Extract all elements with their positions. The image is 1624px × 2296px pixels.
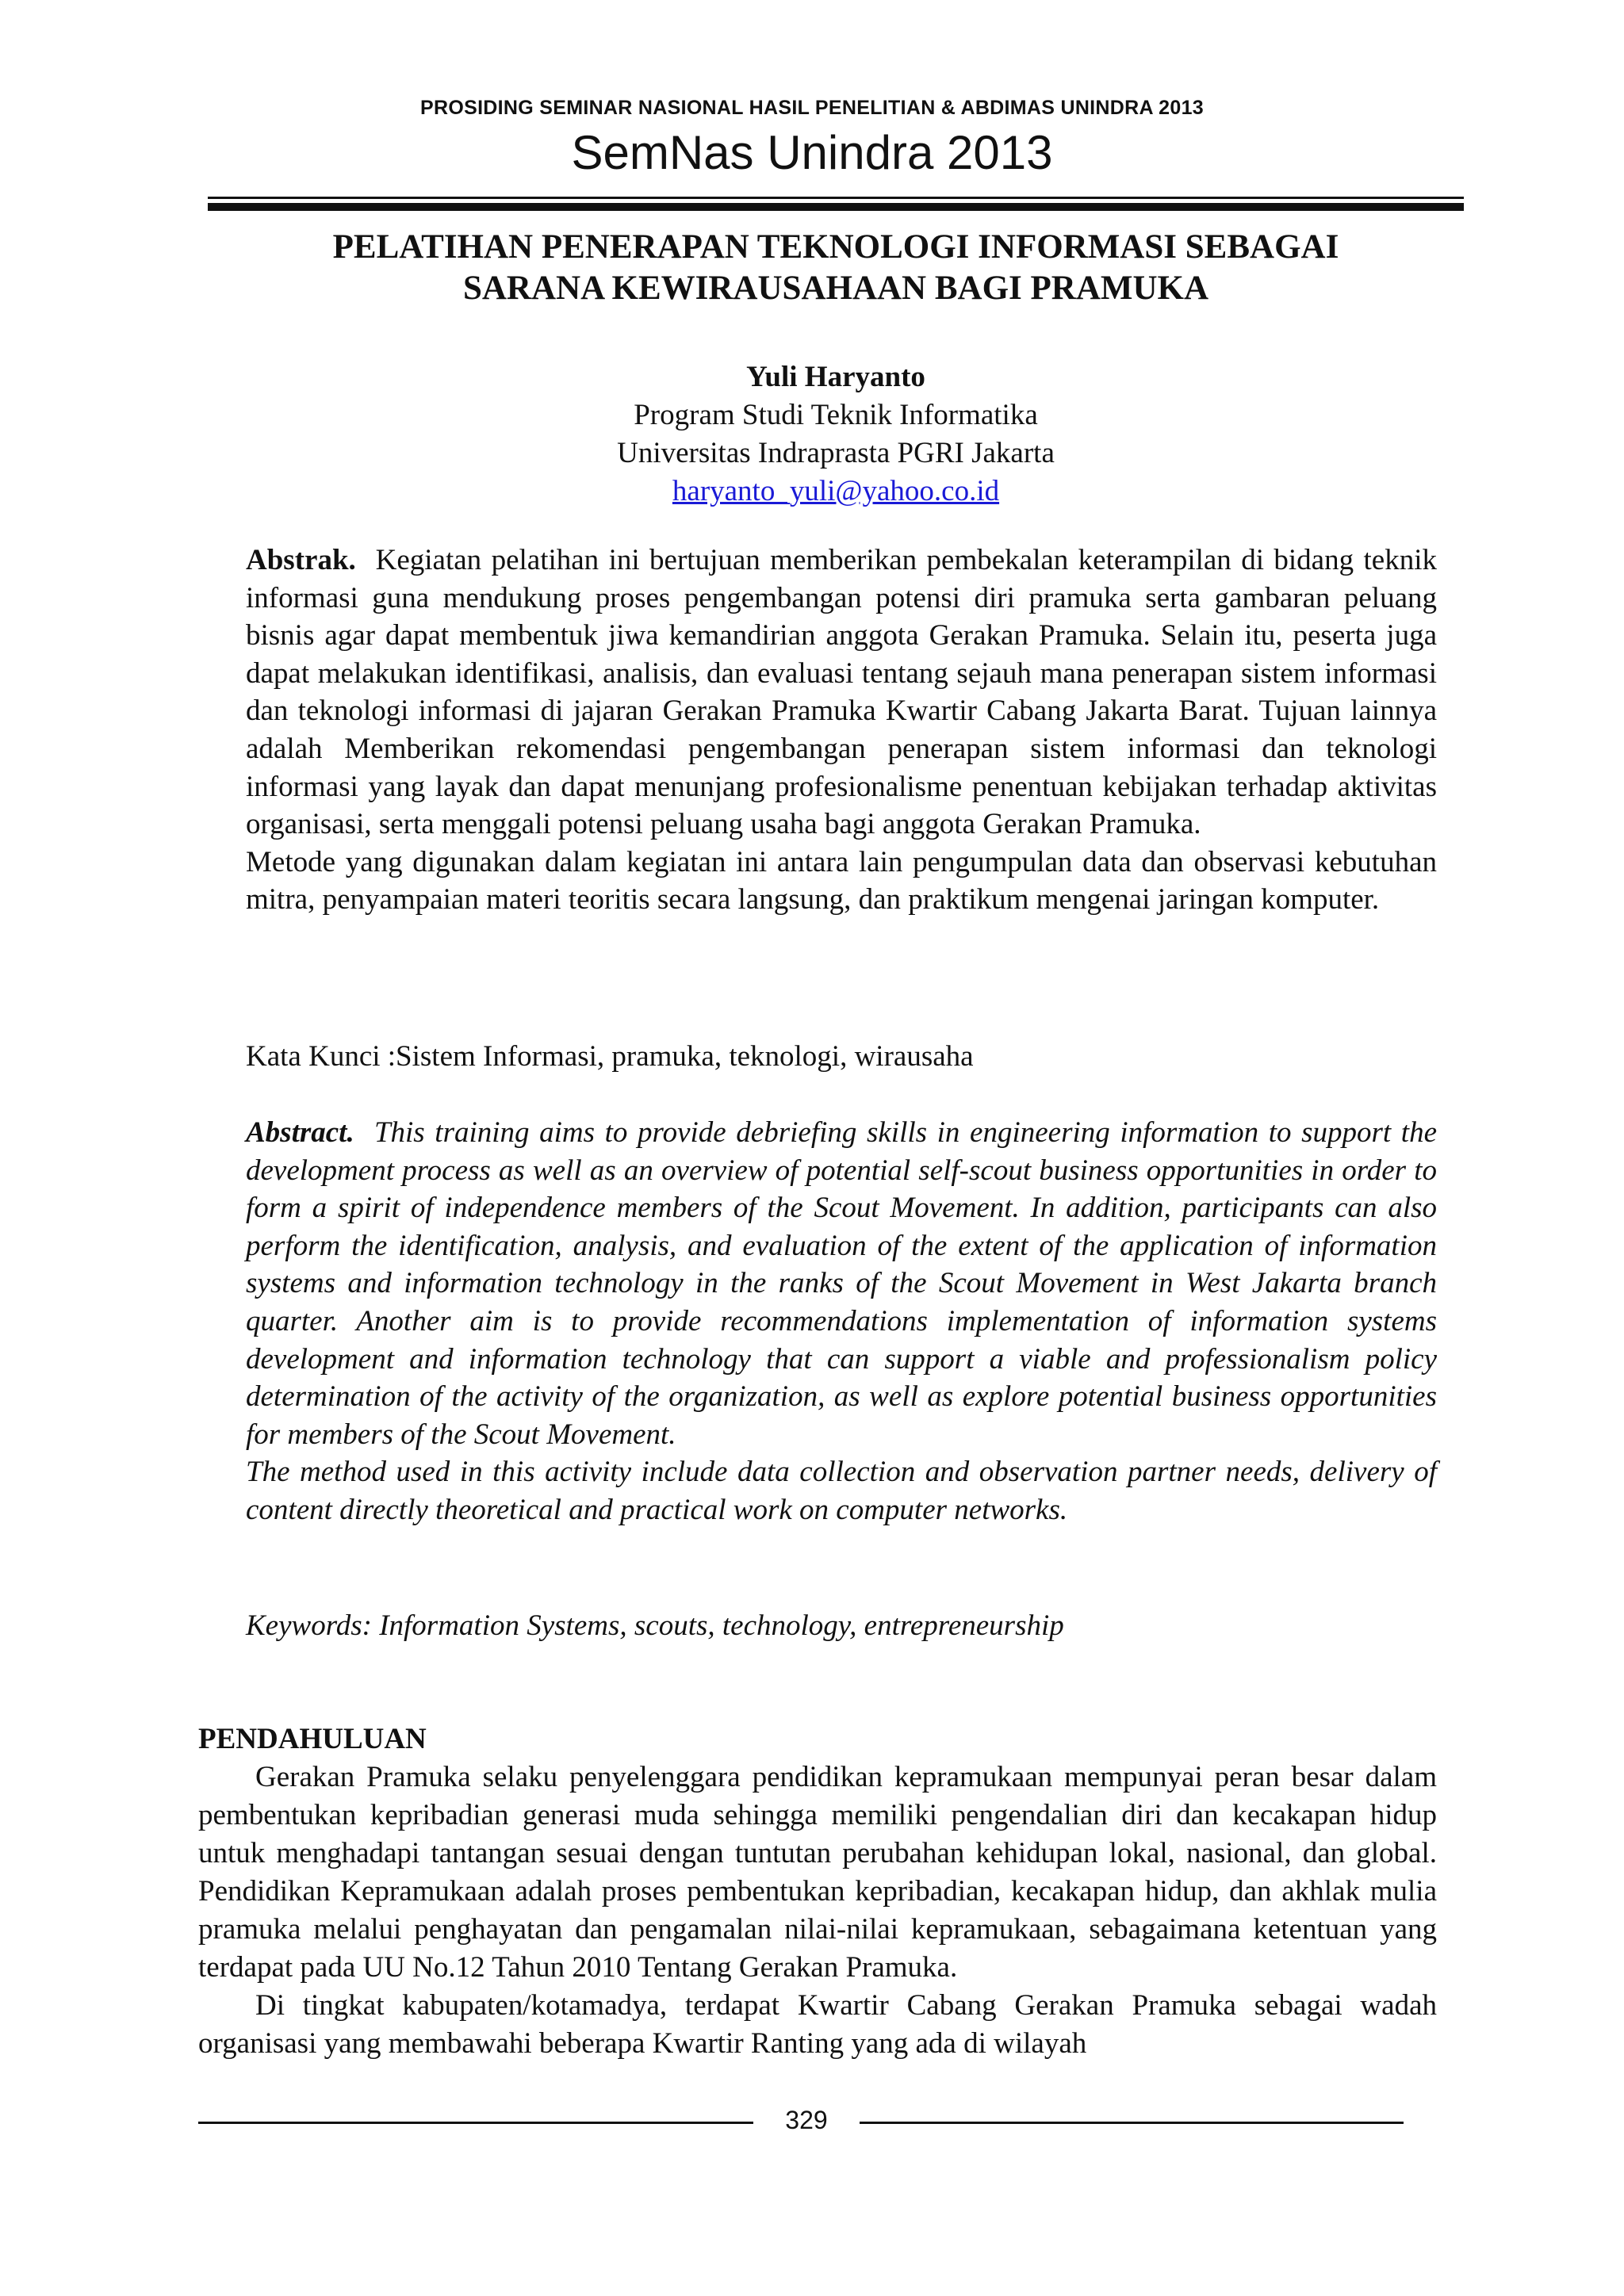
paper-title-line-1: PELATIHAN PENERAPAN TEKNOLOGI INFORMASI SEBAGAI bbox=[332, 228, 1339, 266]
keywords: Keywords: Information Systems, scouts, technology, entrepreneurship bbox=[246, 1609, 1064, 1642]
paper-title bbox=[208, 227, 1464, 309]
abstract-section bbox=[246, 1114, 1437, 1529]
author-name: Yuli Haryanto bbox=[746, 361, 925, 393]
abstract-text-1: This training aims to provide debriefing skills in engineering information to support the development process as well as an overview of potential self-scout business opportunities in order to form a spirit of independence members of the Scout Movement. In addition, participants can also perform the identification, analysis, and evaluation of the extent of the application of information systems and information technology in the ranks of the Scout Movement in West Jakarta branch quarter. Another aim is to provide recommendations implementation of information systems development and information technology that can support a viable and professionalism policy determination of the activity of the organization, as well as explore potential business opportunities for members of the Scout Movement. bbox=[246, 1116, 1437, 1451]
pendahuluan-paragraph-1: Gerakan Pramuka selaku penyelenggara pendidikan kepramukaan mempunyai peran besar dalam pembentukan kepribadian generasi muda sehingga memiliki pengendalian diri dan kecakapan hidup untuk menghadapi tantangan sesuai dengan tuntutan perubahan kehidupan lokal, nasional, dan global. Pendidikan Kepramukaan adalah proses pembentukan kepribadian, kecakapan hidup, dan akhlak mulia pramuka melalui penghayatan dan pengamalan nilai-nilai kepramukaan, sebagaimana ketentuan yang terdapat pada UU No.12 Tahun 2010 Tentang Gerakan Pramuka. bbox=[198, 1761, 1437, 1984]
proceedings-header: PROSIDING SEMINAR NASIONAL HASIL PENELITIAN & ABDIMAS UNINDRA 2013 bbox=[420, 97, 1204, 119]
pendahuluan-section bbox=[198, 1720, 1437, 2063]
abstrak-paragraph-1 bbox=[246, 541, 1437, 844]
header-rule-thick bbox=[208, 203, 1464, 211]
header-rule-thin bbox=[208, 197, 1464, 199]
pendahuluan-paragraph-2: Di tingkat kabupaten/kotamadya, terdapat Kwartir Cabang Gerakan Pramuka sebagai wadah organisasi yang membawahi beberapa Kwartir Ranting yang ada di wilayah bbox=[198, 1989, 1437, 2060]
author-block bbox=[208, 358, 1464, 511]
pendahuluan-heading: PENDAHULUAN bbox=[198, 1723, 427, 1755]
event-title: SemNas Unindra 2013 bbox=[571, 126, 1053, 179]
abstrak-text-1: Kegiatan pelatihan ini bertujuan memberikan pembekalan keterampilan di bidang teknik informasi guna mendukung proses pengembangan potensi diri pramuka serta gambaran peluang bisnis agar dapat membentuk jiwa kemandirian anggota Gerakan Pramuka. Selain itu, peserta juga dapat melakukan identifikasi, analisis, dan evaluasi tentang sejauh mana penerapan sistem informasi dan teknologi informasi di jajaran Gerakan Pramuka Kwartir Cabang Jakarta Barat. Tujuan lainnya adalah Memberikan rekomendasi pengembangan penerapan sistem informasi dan teknologi informasi yang layak dan dapat menunjang profesionalisme penentuan kebijakan terhadap aktivitas organisasi, serta menggali potensi peluang usaha bagi anggota Gerakan Pramuka. bbox=[246, 544, 1438, 841]
abstract-paragraph-1 bbox=[246, 1114, 1437, 1453]
page-number: 329 bbox=[785, 2106, 828, 2134]
kata-kunci: Kata Kunci :Sistem Informasi, pramuka, teknologi, wirausaha bbox=[246, 1040, 974, 1073]
author-university: Universitas Indraprasta PGRI Jakarta bbox=[617, 437, 1055, 469]
abstrak-paragraph-2: Metode yang digunakan dalam kegiatan ini antara lain pengumpulan data dan observasi kebutuhan mitra, penyampaian materi teoritis secara langsung, dan praktikum mengenai jaringan komputer. bbox=[246, 845, 1437, 916]
abstract-paragraph-2: The method used in this activity include data collection and observation partner needs, delivery of content directly theoretical and practical work on computer networks. bbox=[246, 1456, 1437, 1526]
paper-title-line-2: SARANA KEWIRAUSAHAAN BAGI PRAMUKA bbox=[462, 270, 1209, 307]
author-department: Program Studi Teknik Informatika bbox=[634, 399, 1038, 431]
abstract-label: Abstract. bbox=[246, 1116, 354, 1149]
abstrak-label: Abstrak. bbox=[246, 544, 356, 576]
footer-rule-left bbox=[198, 2122, 753, 2124]
abstrak-section bbox=[246, 541, 1437, 919]
author-email-link[interactable]: haryanto_yuli@yahoo.co.id bbox=[672, 475, 1000, 507]
footer-rule-right bbox=[860, 2122, 1404, 2124]
